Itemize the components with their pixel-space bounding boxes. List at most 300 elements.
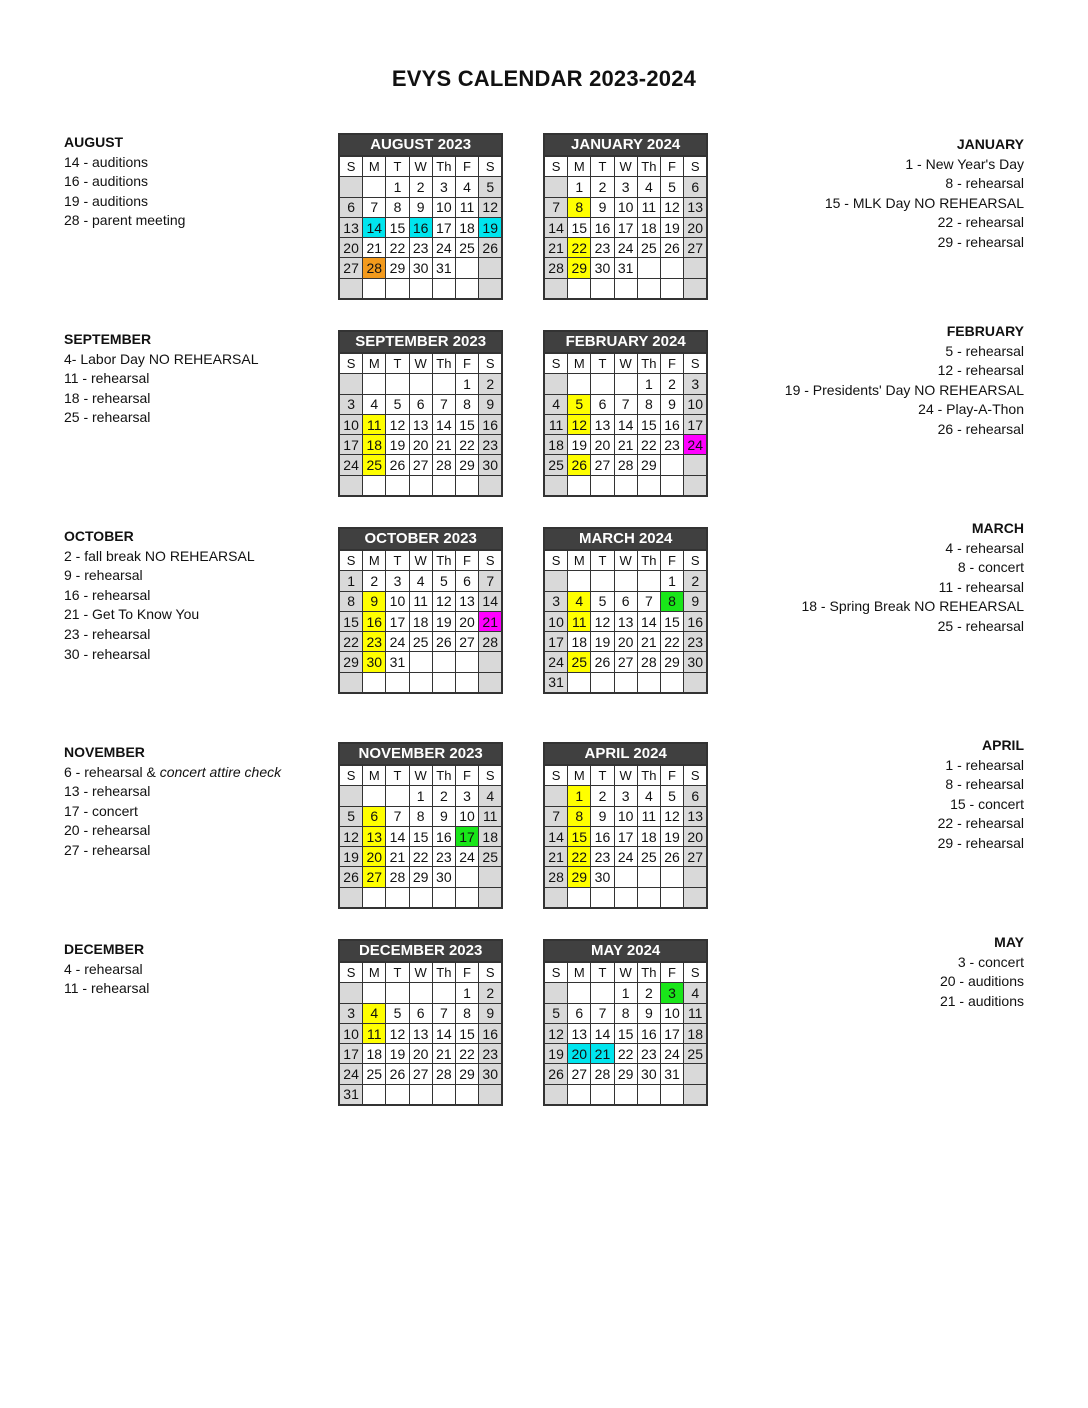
empty-cell bbox=[386, 374, 409, 394]
weekday-label: Th bbox=[637, 765, 660, 786]
empty-cell bbox=[455, 278, 478, 299]
empty-cell bbox=[455, 867, 478, 887]
day-cell: 13 bbox=[339, 217, 363, 237]
weekday-label: F bbox=[455, 353, 478, 374]
day-cell: 11 bbox=[409, 591, 432, 611]
day-cell: 30 bbox=[591, 867, 614, 887]
day-cell: 24 bbox=[432, 238, 455, 258]
day-cell: 2 bbox=[409, 177, 432, 197]
day-cell-highlighted: 14 bbox=[363, 217, 386, 237]
calendar-march-2024 bbox=[543, 527, 708, 694]
empty-cell bbox=[544, 177, 568, 197]
day-cell: 6 bbox=[409, 394, 432, 414]
day-cell-highlighted: 21 bbox=[591, 1044, 614, 1064]
day-cell: 30 bbox=[479, 1064, 503, 1084]
empty-cell bbox=[637, 867, 660, 887]
empty-cell bbox=[363, 475, 386, 496]
day-cell: 23 bbox=[637, 1044, 660, 1064]
weekday-label: F bbox=[660, 550, 683, 571]
day-cell: 10 bbox=[660, 1003, 683, 1023]
day-cell: 27 bbox=[684, 847, 708, 867]
empty-cell bbox=[544, 571, 568, 591]
empty-cell bbox=[363, 177, 386, 197]
weekday-label: T bbox=[591, 353, 614, 374]
empty-cell bbox=[544, 475, 568, 496]
day-cell: 3 bbox=[432, 177, 455, 197]
notes-line: 26 - rehearsal bbox=[937, 420, 1024, 437]
day-cell: 4 bbox=[479, 786, 503, 806]
weekday-label: F bbox=[660, 353, 683, 374]
day-cell: 12 bbox=[432, 591, 455, 611]
notes-line: 14 - auditions bbox=[64, 153, 149, 170]
empty-cell bbox=[455, 887, 478, 908]
weekday-label: M bbox=[363, 962, 386, 983]
calendar-september-2023 bbox=[338, 330, 503, 497]
empty-cell bbox=[544, 1084, 568, 1105]
day-cell: 28 bbox=[544, 867, 568, 887]
weekday-label: Th bbox=[637, 550, 660, 571]
calendar-february-2024 bbox=[543, 330, 708, 497]
empty-cell bbox=[568, 887, 591, 908]
day-cell: 12 bbox=[479, 197, 503, 217]
day-cell-highlighted: 16 bbox=[409, 217, 432, 237]
weekday-label: S bbox=[684, 156, 708, 177]
notes-line: 20 - auditions bbox=[939, 973, 1024, 990]
day-cell: 29 bbox=[386, 258, 409, 278]
day-cell: 28 bbox=[637, 652, 660, 672]
day-cell: 23 bbox=[409, 238, 432, 258]
day-cell: 21 bbox=[544, 847, 568, 867]
weekday-label: S bbox=[479, 962, 503, 983]
day-cell: 8 bbox=[455, 394, 478, 414]
empty-cell bbox=[479, 887, 503, 908]
left-notes-november bbox=[64, 743, 354, 861]
empty-cell bbox=[339, 278, 363, 299]
day-cell: 29 bbox=[339, 652, 363, 672]
day-cell: 14 bbox=[432, 1023, 455, 1043]
day-cell: 10 bbox=[684, 394, 708, 414]
month-header: MARCH 2024 bbox=[544, 528, 707, 550]
empty-cell bbox=[568, 475, 591, 496]
day-cell: 17 bbox=[684, 414, 708, 434]
weekday-label: S bbox=[479, 353, 503, 374]
day-cell-highlighted: 26 bbox=[568, 455, 591, 475]
empty-cell bbox=[614, 1084, 637, 1105]
notes-line: 12 - rehearsal bbox=[937, 362, 1024, 379]
day-cell: 14 bbox=[479, 591, 503, 611]
day-cell: 7 bbox=[591, 1003, 614, 1023]
day-cell: 5 bbox=[432, 571, 455, 591]
day-cell: 26 bbox=[386, 1064, 409, 1084]
empty-cell bbox=[591, 475, 614, 496]
day-cell: 27 bbox=[614, 652, 637, 672]
empty-cell bbox=[614, 278, 637, 299]
weekday-label: S bbox=[339, 962, 363, 983]
empty-cell bbox=[432, 278, 455, 299]
empty-cell bbox=[386, 278, 409, 299]
day-cell-highlighted: 20 bbox=[363, 847, 386, 867]
day-cell: 21 bbox=[614, 435, 637, 455]
notes-heading: NOVEMBER bbox=[64, 744, 145, 760]
empty-cell bbox=[684, 1064, 708, 1084]
day-cell: 16 bbox=[432, 826, 455, 846]
day-cell: 19 bbox=[591, 632, 614, 652]
day-cell: 30 bbox=[684, 652, 708, 672]
day-cell-highlighted: 23 bbox=[363, 632, 386, 652]
day-cell-highlighted: 11 bbox=[363, 1023, 386, 1043]
day-cell: 1 bbox=[614, 983, 637, 1003]
day-cell: 26 bbox=[544, 1064, 568, 1084]
day-cell: 23 bbox=[479, 435, 503, 455]
day-cell: 15 bbox=[660, 611, 683, 631]
notes-line: 4 - rehearsal bbox=[945, 539, 1024, 556]
month-header: AUGUST 2023 bbox=[339, 134, 502, 156]
month-header: OCTOBER 2023 bbox=[339, 528, 502, 550]
day-cell: 3 bbox=[684, 374, 708, 394]
empty-cell bbox=[684, 475, 708, 496]
weekday-label: M bbox=[568, 765, 591, 786]
day-cell: 7 bbox=[432, 1003, 455, 1023]
weekday-label: F bbox=[455, 962, 478, 983]
empty-cell bbox=[432, 652, 455, 672]
weekday-label: Th bbox=[432, 765, 455, 786]
day-cell: 18 bbox=[544, 435, 568, 455]
day-cell: 1 bbox=[409, 786, 432, 806]
day-cell: 26 bbox=[339, 867, 363, 887]
day-cell: 4 bbox=[637, 177, 660, 197]
day-cell: 7 bbox=[637, 591, 660, 611]
day-cell: 10 bbox=[432, 197, 455, 217]
day-cell: 5 bbox=[386, 1003, 409, 1023]
day-cell: 27 bbox=[409, 455, 432, 475]
day-cell: 18 bbox=[637, 217, 660, 237]
weekday-label: W bbox=[409, 353, 432, 374]
notes-line: 20 - rehearsal bbox=[64, 822, 151, 839]
empty-cell bbox=[339, 475, 363, 496]
notes-line: 13 - rehearsal bbox=[64, 783, 151, 800]
empty-cell bbox=[568, 374, 591, 394]
day-cell: 2 bbox=[660, 374, 683, 394]
empty-cell bbox=[660, 867, 683, 887]
day-cell: 14 bbox=[544, 826, 568, 846]
day-cell: 7 bbox=[432, 394, 455, 414]
day-cell: 31 bbox=[660, 1064, 683, 1084]
day-cell: 2 bbox=[363, 571, 386, 591]
day-cell: 2 bbox=[479, 374, 503, 394]
right-notes-february bbox=[694, 322, 1024, 440]
month-header: DECEMBER 2023 bbox=[339, 940, 502, 962]
calendar-december-2023 bbox=[338, 939, 503, 1106]
day-cell: 30 bbox=[479, 455, 503, 475]
day-cell-highlighted: 12 bbox=[568, 414, 591, 434]
day-cell-highlighted: 29 bbox=[568, 867, 591, 887]
empty-cell bbox=[432, 983, 455, 1003]
day-cell: 15 bbox=[386, 217, 409, 237]
weekday-label: S bbox=[684, 962, 708, 983]
weekday-label: S bbox=[339, 765, 363, 786]
day-cell: 18 bbox=[684, 1023, 708, 1043]
day-cell: 29 bbox=[660, 652, 683, 672]
notes-line: 27 - rehearsal bbox=[64, 841, 151, 858]
notes-line: 21 - auditions bbox=[939, 992, 1024, 1009]
day-cell-highlighted: 8 bbox=[660, 591, 683, 611]
day-cell-highlighted: 4 bbox=[363, 1003, 386, 1023]
day-cell: 12 bbox=[386, 1023, 409, 1043]
day-cell: 31 bbox=[544, 672, 568, 693]
day-cell: 8 bbox=[455, 1003, 478, 1023]
notes-heading: FEBRUARY bbox=[946, 323, 1024, 339]
day-cell: 27 bbox=[568, 1064, 591, 1084]
day-cell: 18 bbox=[363, 1044, 386, 1064]
weekday-label: S bbox=[684, 550, 708, 571]
day-cell: 4 bbox=[544, 394, 568, 414]
day-cell: 16 bbox=[637, 1023, 660, 1043]
day-cell: 17 bbox=[614, 826, 637, 846]
weekday-label: S bbox=[544, 353, 568, 374]
empty-cell bbox=[455, 672, 478, 693]
empty-cell bbox=[637, 258, 660, 278]
day-cell: 24 bbox=[339, 1064, 363, 1084]
weekday-label: Th bbox=[637, 962, 660, 983]
notes-line: 21 - Get To Know You bbox=[64, 606, 200, 623]
day-cell: 9 bbox=[591, 197, 614, 217]
empty-cell bbox=[386, 1084, 409, 1105]
empty-cell bbox=[591, 983, 614, 1003]
empty-cell bbox=[591, 278, 614, 299]
empty-cell bbox=[637, 475, 660, 496]
day-cell-highlighted: 3 bbox=[660, 983, 683, 1003]
weekday-label: M bbox=[363, 353, 386, 374]
day-cell: 14 bbox=[591, 1023, 614, 1043]
day-cell: 7 bbox=[614, 394, 637, 414]
weekday-label: Th bbox=[637, 353, 660, 374]
day-cell: 31 bbox=[339, 1084, 363, 1105]
weekday-label: Th bbox=[432, 353, 455, 374]
weekday-label: T bbox=[386, 353, 409, 374]
empty-cell bbox=[455, 475, 478, 496]
day-cell: 15 bbox=[455, 1023, 478, 1043]
empty-cell bbox=[386, 475, 409, 496]
day-cell: 10 bbox=[614, 197, 637, 217]
day-cell-highlighted: 20 bbox=[568, 1044, 591, 1064]
right-notes-april bbox=[694, 736, 1024, 854]
day-cell: 24 bbox=[614, 238, 637, 258]
weekday-label: F bbox=[660, 156, 683, 177]
notes-line: 11 - rehearsal bbox=[938, 578, 1024, 595]
day-cell: 25 bbox=[544, 455, 568, 475]
empty-cell bbox=[409, 652, 432, 672]
empty-cell bbox=[544, 983, 568, 1003]
empty-cell bbox=[363, 278, 386, 299]
day-cell: 9 bbox=[591, 806, 614, 826]
day-cell: 27 bbox=[409, 1064, 432, 1084]
day-cell: 14 bbox=[386, 826, 409, 846]
empty-cell bbox=[363, 786, 386, 806]
day-cell: 20 bbox=[684, 826, 708, 846]
day-cell: 2 bbox=[591, 177, 614, 197]
notes-line: 8 - concert bbox=[957, 559, 1024, 576]
day-cell: 31 bbox=[386, 652, 409, 672]
day-cell: 15 bbox=[339, 611, 363, 631]
day-cell-highlighted: 8 bbox=[568, 197, 591, 217]
empty-cell bbox=[479, 278, 503, 299]
empty-cell bbox=[386, 672, 409, 693]
empty-cell bbox=[544, 374, 568, 394]
weekday-label: Th bbox=[432, 962, 455, 983]
empty-cell bbox=[363, 374, 386, 394]
day-cell: 4 bbox=[684, 983, 708, 1003]
weekday-label: M bbox=[568, 962, 591, 983]
notes-line: 1 - rehearsal bbox=[945, 756, 1024, 773]
day-cell: 13 bbox=[568, 1023, 591, 1043]
notes-line: 25 - rehearsal bbox=[64, 409, 151, 426]
day-cell: 3 bbox=[386, 571, 409, 591]
day-cell: 20 bbox=[684, 217, 708, 237]
day-cell-highlighted: 5 bbox=[568, 394, 591, 414]
empty-cell bbox=[339, 672, 363, 693]
notes-line: 9 - rehearsal bbox=[64, 567, 143, 584]
day-cell: 20 bbox=[409, 435, 432, 455]
day-cell-highlighted: 27 bbox=[363, 867, 386, 887]
empty-cell bbox=[409, 374, 432, 394]
weekday-label: M bbox=[568, 550, 591, 571]
day-cell: 19 bbox=[660, 826, 683, 846]
empty-cell bbox=[660, 672, 683, 693]
day-cell: 11 bbox=[637, 806, 660, 826]
weekday-label: M bbox=[568, 156, 591, 177]
weekday-label: S bbox=[479, 765, 503, 786]
day-cell: 6 bbox=[568, 1003, 591, 1023]
day-cell: 16 bbox=[479, 1023, 503, 1043]
weekday-label: W bbox=[614, 353, 637, 374]
empty-cell bbox=[479, 867, 503, 887]
day-cell: 14 bbox=[614, 414, 637, 434]
day-cell: 26 bbox=[660, 847, 683, 867]
day-cell-highlighted: 17 bbox=[455, 826, 478, 846]
day-cell: 27 bbox=[455, 632, 478, 652]
weekday-label: F bbox=[455, 156, 478, 177]
empty-cell bbox=[409, 983, 432, 1003]
empty-cell bbox=[660, 455, 683, 475]
day-cell: 19 bbox=[660, 217, 683, 237]
empty-cell bbox=[363, 1084, 386, 1105]
day-cell-highlighted: 9 bbox=[363, 591, 386, 611]
day-cell: 28 bbox=[544, 258, 568, 278]
day-cell: 18 bbox=[568, 632, 591, 652]
notes-line: 22 - rehearsal bbox=[937, 214, 1024, 231]
day-cell: 30 bbox=[409, 258, 432, 278]
empty-cell bbox=[432, 374, 455, 394]
day-cell: 25 bbox=[637, 238, 660, 258]
notes-line: 8 - rehearsal bbox=[945, 776, 1024, 793]
empty-cell bbox=[660, 278, 683, 299]
notes-line: 5 - rehearsal bbox=[945, 342, 1024, 359]
day-cell: 10 bbox=[544, 611, 568, 631]
day-cell: 16 bbox=[660, 414, 683, 434]
weekday-label: T bbox=[591, 550, 614, 571]
day-cell: 11 bbox=[544, 414, 568, 434]
weekday-label: Th bbox=[432, 156, 455, 177]
day-cell: 5 bbox=[660, 786, 683, 806]
day-cell: 12 bbox=[386, 414, 409, 434]
day-cell: 10 bbox=[339, 414, 363, 434]
day-cell: 20 bbox=[409, 1044, 432, 1064]
day-cell-highlighted: 11 bbox=[363, 414, 386, 434]
day-cell: 10 bbox=[614, 806, 637, 826]
empty-cell bbox=[432, 887, 455, 908]
notes-line: 4 - rehearsal bbox=[64, 960, 143, 977]
month-header: NOVEMBER 2023 bbox=[339, 743, 502, 765]
day-cell: 13 bbox=[614, 611, 637, 631]
day-cell: 21 bbox=[363, 238, 386, 258]
day-cell: 13 bbox=[684, 197, 708, 217]
day-cell-highlighted: 22 bbox=[568, 847, 591, 867]
day-cell: 7 bbox=[479, 571, 503, 591]
weekday-label: T bbox=[386, 962, 409, 983]
day-cell: 23 bbox=[479, 1044, 503, 1064]
day-cell: 3 bbox=[614, 786, 637, 806]
day-cell-highlighted: 11 bbox=[568, 611, 591, 631]
day-cell: 8 bbox=[409, 806, 432, 826]
weekday-label: W bbox=[409, 962, 432, 983]
notes-heading: AUGUST bbox=[64, 134, 124, 150]
day-cell: 26 bbox=[591, 652, 614, 672]
day-cell: 19 bbox=[544, 1044, 568, 1064]
notes-line: 25 - rehearsal bbox=[937, 617, 1024, 634]
weekday-label: W bbox=[614, 962, 637, 983]
weekday-label: F bbox=[660, 765, 683, 786]
day-cell: 7 bbox=[386, 806, 409, 826]
notes-heading: MARCH bbox=[971, 520, 1024, 536]
calendar-january-2024 bbox=[543, 133, 708, 300]
empty-cell bbox=[363, 983, 386, 1003]
day-cell-highlighted: 25 bbox=[568, 652, 591, 672]
day-cell: 16 bbox=[479, 414, 503, 434]
day-cell: 5 bbox=[591, 591, 614, 611]
day-cell: 22 bbox=[637, 435, 660, 455]
empty-cell bbox=[614, 887, 637, 908]
empty-cell bbox=[455, 258, 478, 278]
empty-cell bbox=[614, 374, 637, 394]
day-cell: 17 bbox=[386, 611, 409, 631]
day-cell: 5 bbox=[386, 394, 409, 414]
day-cell: 8 bbox=[339, 591, 363, 611]
empty-cell bbox=[544, 786, 568, 806]
day-cell: 14 bbox=[544, 217, 568, 237]
weekday-label: W bbox=[614, 156, 637, 177]
month-header: SEPTEMBER 2023 bbox=[339, 331, 502, 353]
day-cell: 10 bbox=[386, 591, 409, 611]
day-cell: 24 bbox=[660, 1044, 683, 1064]
day-cell: 17 bbox=[339, 1044, 363, 1064]
day-cell: 15 bbox=[409, 826, 432, 846]
day-cell: 15 bbox=[568, 217, 591, 237]
notes-line: 28 - parent meeting bbox=[64, 212, 186, 229]
day-cell: 4 bbox=[409, 571, 432, 591]
left-notes-september bbox=[64, 330, 354, 428]
day-cell: 20 bbox=[614, 632, 637, 652]
day-cell: 1 bbox=[386, 177, 409, 197]
day-cell: 24 bbox=[614, 847, 637, 867]
empty-cell bbox=[591, 672, 614, 693]
day-cell: 9 bbox=[637, 1003, 660, 1023]
day-cell: 10 bbox=[339, 1023, 363, 1043]
weekday-label: S bbox=[479, 550, 503, 571]
weekday-label: W bbox=[614, 550, 637, 571]
empty-cell bbox=[591, 887, 614, 908]
month-header: APRIL 2024 bbox=[544, 743, 707, 765]
empty-cell bbox=[637, 278, 660, 299]
